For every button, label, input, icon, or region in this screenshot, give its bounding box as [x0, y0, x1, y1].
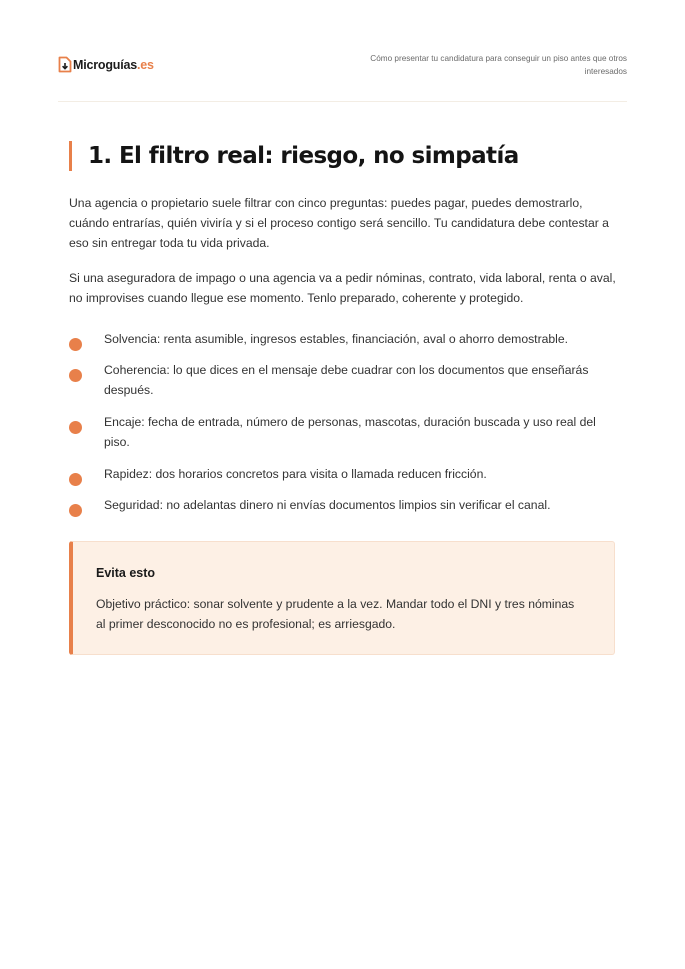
- list-item-text: Encaje: fecha de entrada, número de personas, mascotas, duración buscada y uso real del piso.: [104, 415, 596, 449]
- callout-body: Objetivo práctico: sonar solvente y prudente a la vez. Mandar todo el DNI y tres nóminas al primer desconocido no es profesional; es arriesgado.: [96, 597, 575, 631]
- bullet-dot: [69, 421, 82, 434]
- brand-name: Microguías.es: [73, 57, 154, 72]
- document-title: Cómo presentar tu candidatura para conseguir un piso antes que otros interesados: [370, 54, 627, 76]
- page-header: [58, 50, 627, 80]
- intro-paragraph: Una agencia o propietario suele filtrar con cinco preguntas: puedes pagar, puedes demostrarlo, cuándo entrarías, quién viviría y si el proceso contigo será sencillo. Tu candidatura debe contestar a eso sin entregar toda tu vida privada.: [69, 196, 609, 250]
- list-item-text: Seguridad: no adelantas dinero ni envías documentos limpios sin verificar el canal.: [104, 498, 551, 512]
- callout-title: Evita esto: [96, 566, 156, 580]
- list-item-coherencia: [69, 360, 617, 412]
- criteria-list: [69, 329, 617, 526]
- bullet-dot: [69, 338, 82, 351]
- list-item-text: Rapidez: dos horarios concretos para visita o llamada reducen fricción.: [104, 467, 487, 481]
- brand-tld: .es: [137, 57, 154, 72]
- list-item-text: Solvencia: renta asumible, ingresos estables, financiación, aval o ahorro demostrable.: [104, 332, 569, 346]
- bullet-dot: [69, 473, 82, 486]
- brand-logo[interactable]: [58, 56, 154, 73]
- list-item-seguridad: [69, 495, 617, 526]
- section-heading: 1. El filtro real: riesgo, no simpatía: [69, 141, 519, 171]
- warning-callout: [69, 541, 615, 655]
- list-item-encaje: [69, 412, 617, 464]
- header-divider: [58, 101, 627, 102]
- bullet-dot: [69, 504, 82, 517]
- bullet-dot: [69, 369, 82, 382]
- list-item-rapidez: [69, 464, 617, 495]
- documents-paragraph: Si una aseguradora de impago o una agencia va a pedir nóminas, contrato, vida laboral, renta o aval, no improvises cuando llegue ese momento. Tenlo preparado, coherente y protegido.: [69, 271, 616, 305]
- document-download-icon: [58, 56, 72, 73]
- list-item-solvencia: [69, 329, 617, 360]
- list-item-text: Coherencia: lo que dices en el mensaje debe cuadrar con los documentos que enseñarás después.: [104, 363, 589, 397]
